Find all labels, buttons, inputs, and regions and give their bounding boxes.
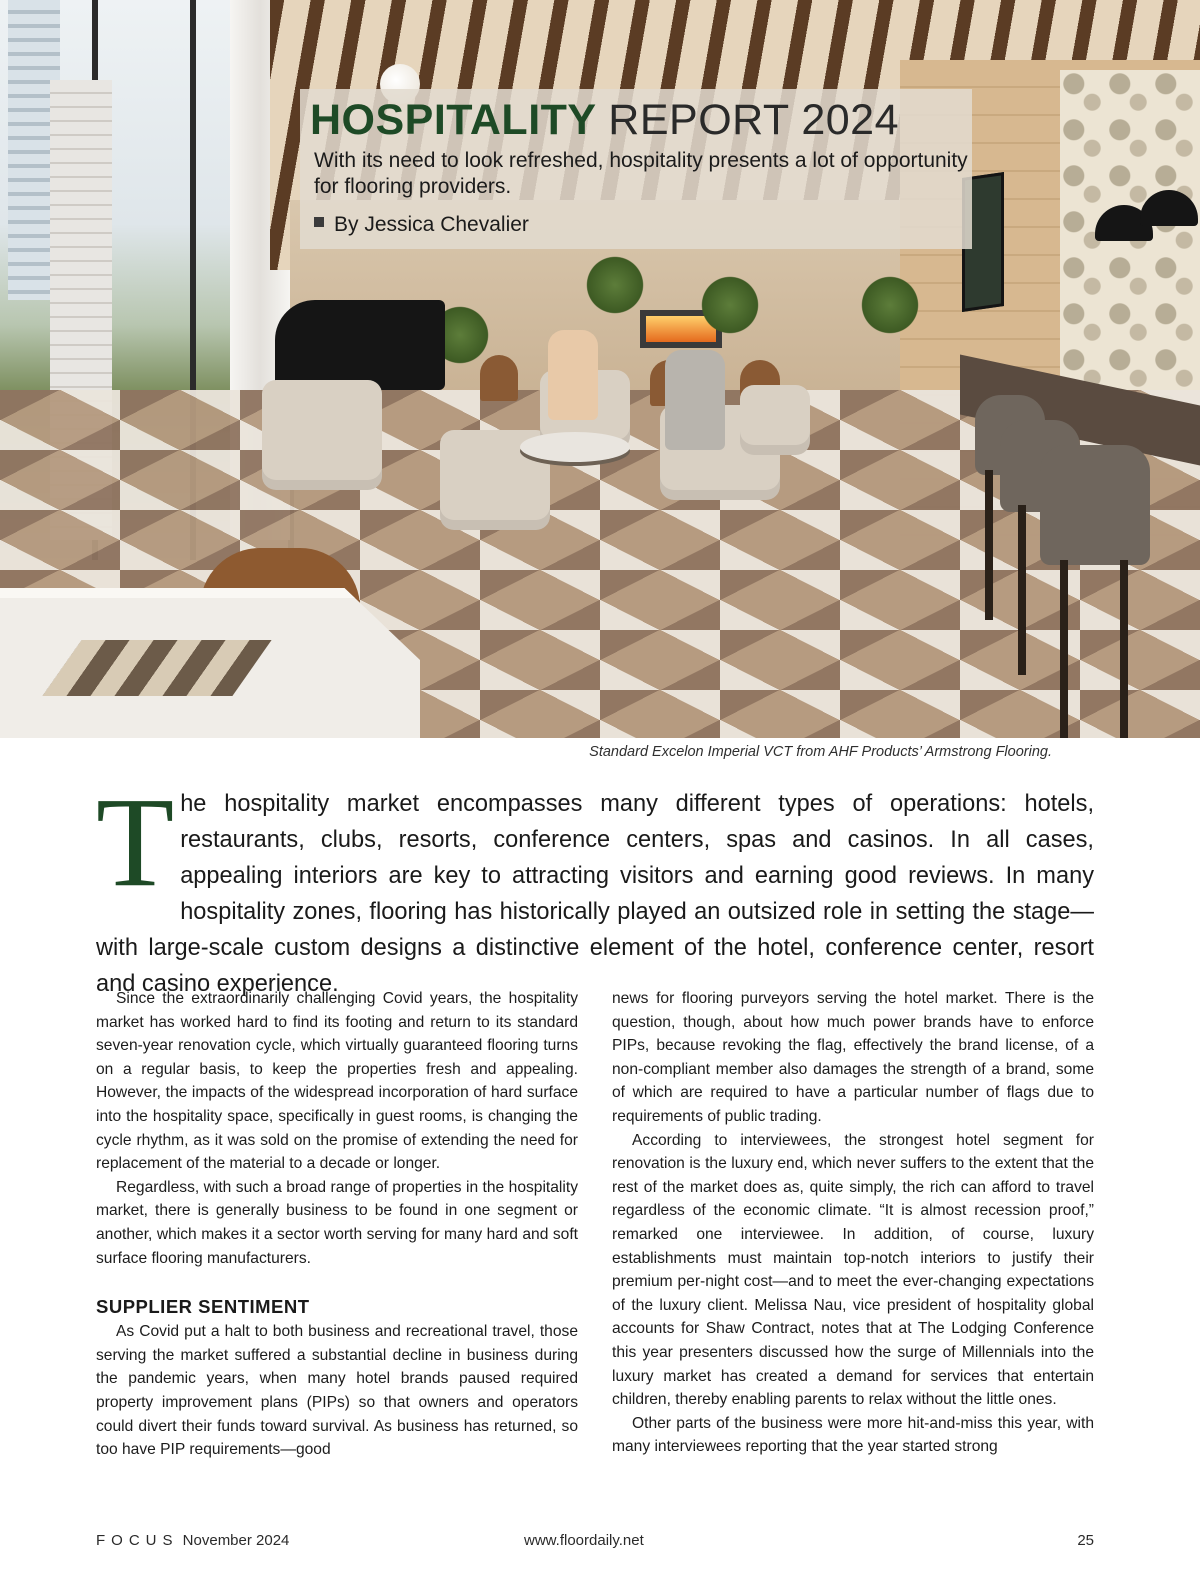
- bullet-square-icon: [314, 217, 324, 227]
- drop-cap: T: [96, 771, 175, 913]
- stool-leg: [985, 470, 993, 620]
- dining-chair: [480, 355, 518, 401]
- plant: [700, 270, 760, 340]
- byline-text: By Jessica Chevalier: [334, 213, 529, 236]
- patterned-wallpaper: [1060, 70, 1200, 430]
- stool-leg: [1060, 560, 1068, 738]
- body-paragraph: Since the extraordinarily challenging Covid years, the hospitality market has worked hard to find its footing and return to its standard seven-year renovation cycle, which virtually guaranteed flooring turns on a regular basis, to keep the properties fresh and appealing. However, the impacts of the widespread incorporation of hard surface into the hospitality space, specifically in guest rooms, is changing the cycle rhythm, as it was sold on the promise of extending the need for replacement of the material to a decade or longer.: [96, 990, 578, 1173]
- coffee-table: [520, 432, 630, 462]
- footer-publication: [96, 1532, 289, 1549]
- body-column-right: [612, 987, 1094, 1459]
- article-title: [310, 94, 899, 146]
- body-paragraph: According to interviewees, the strongest hotel segment for renovation is the luxury end, which never suffers to the extent that the rest of the market does as, quite simply, the rich can afford to travel regardless of the economic climate. “It is almost recession proof,” remarked one interviewee. In addition, of course, luxury establishments must maintain top-notch interiors to justify their premium per-night cost—and to meet the ever-changing expectations of the luxury client. Melissa Nau, vice president of hospitality global accounts for Shaw Contract, notes that at The Lodging Conference this year presenters discussed how the surge of Millennials into the luxury market has created a demand for services that entertain children, thereby enabling parents to relax without the little ones.: [612, 1131, 1094, 1409]
- publication-name: FOCUS: [96, 1532, 179, 1549]
- stool-leg: [1120, 560, 1128, 738]
- grand-piano: [275, 300, 445, 390]
- title-strong: HOSPITALITY: [310, 96, 596, 144]
- section-subhead: SUPPLIER SENTIMENT: [96, 1296, 310, 1318]
- plant: [585, 250, 645, 320]
- byline: [314, 212, 529, 238]
- seated-woman: [548, 330, 598, 420]
- lead-text: he hospitality market encompasses many different types of operations: hotels, restaurants, clubs, resorts, conference centers, spas and casinos. In all cases, appealing interiors are key to attracting visitors and earning good reviews. In many hospitality zones, flooring has historically played an outsized role in setting the stage—with large-scale custom designs a distinctive element of the hotel, conference center, resort and casino experience.: [96, 791, 1094, 997]
- body-paragraph: Other parts of the business were more hit-and-miss this year, with many interviewees reporting that the year started strong: [612, 1414, 1094, 1456]
- plant: [860, 270, 920, 340]
- body-column-left: [96, 987, 578, 1462]
- lounge-chair: [262, 380, 382, 490]
- body-paragraph: Regardless, with such a broad range of properties in the hospitality market, there is generally business to be found in one segment or another, which makes it a sector worth serving for many hard and soft surface flooring manufacturers.: [96, 1178, 578, 1267]
- seated-man: [665, 350, 725, 450]
- issue-date: November 2024: [182, 1532, 290, 1549]
- body-paragraph: As Covid put a halt to both business and recreational travel, those serving the market suffered a substantial decline in business during the pandemic years, when many hotel brands paused required property improvement plans (PIPs) so that owners and operators could divert their funds toward survival. As business has returned, so too have PIP requirements—good: [96, 1323, 578, 1459]
- footer-url: www.floordaily.net: [524, 1532, 644, 1549]
- body-paragraph: news for flooring purveyors serving the hotel market. There is the question, though, about how much power brands have to enforce PIPs, because revoking the flag, effectively the brand license, of a non-compliant member also damages the strength of a brand, some of which are required to have a particular number of flags due to requirements of public trading.: [612, 990, 1094, 1125]
- page-footer: [96, 1532, 1094, 1554]
- chess-board: [42, 640, 271, 696]
- stool-leg: [1018, 505, 1026, 675]
- article-deck: With its need to look refreshed, hospitality presents a lot of opportunity for flooring providers.: [314, 149, 968, 198]
- title-light: REPORT 2024: [608, 96, 900, 144]
- bar-stool: [1040, 445, 1150, 565]
- lounge-chair: [740, 385, 810, 455]
- lead-paragraph: [96, 771, 1094, 1002]
- page-number: 25: [1077, 1532, 1094, 1549]
- photo-caption: Standard Excelon Imperial VCT from AHF Products’ Armstrong Flooring.: [589, 744, 1052, 760]
